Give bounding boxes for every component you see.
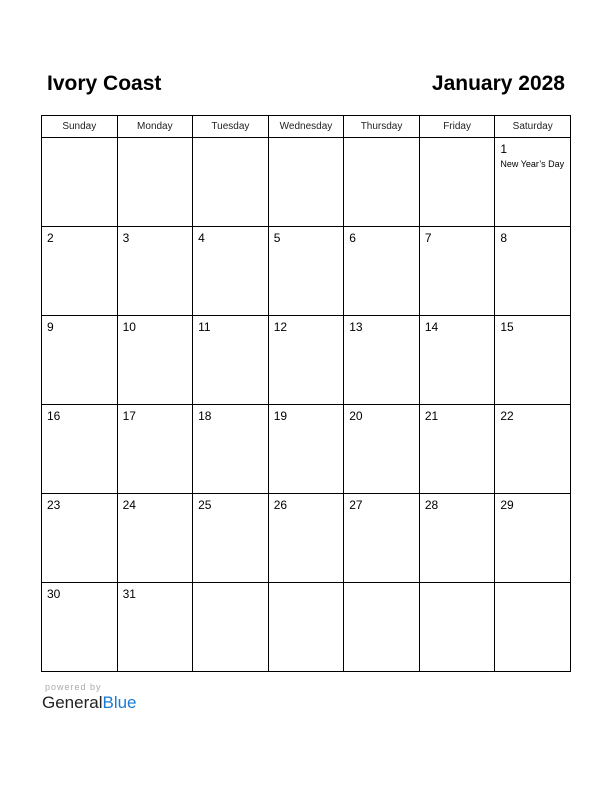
day-number: 8: [500, 231, 508, 245]
day-cell: [268, 138, 344, 227]
day-cell: [495, 138, 571, 227]
week-row-3: [42, 316, 571, 405]
day-number: 2: [47, 231, 54, 245]
day-cell: [193, 583, 269, 672]
day-cell: [419, 227, 495, 316]
day-number: 15: [500, 320, 514, 334]
day-cell: [193, 494, 269, 583]
weekday-wednesday: Wednesday: [268, 116, 344, 138]
powered-by-text: powered by: [45, 682, 102, 692]
day-number: 14: [424, 320, 439, 334]
calendar-grid: [41, 115, 571, 672]
day-cell: [268, 583, 344, 672]
day-number: 9: [47, 320, 54, 334]
day-cell: [193, 227, 269, 316]
day-number: [344, 138, 419, 142]
day-number: [420, 583, 495, 587]
day-cell: [193, 138, 269, 227]
day-cell: [344, 227, 420, 316]
day-number: 12: [273, 320, 288, 334]
day-number: [495, 583, 570, 587]
day-cell: [268, 405, 344, 494]
brand-blue-text: Blue: [102, 693, 137, 712]
day-cell: [117, 405, 193, 494]
day-cell: [495, 405, 571, 494]
day-cell: [268, 494, 344, 583]
day-number: [42, 138, 117, 142]
day-cell: [419, 405, 495, 494]
weekday-monday: Monday: [117, 116, 193, 138]
weekday-friday: Friday: [419, 116, 495, 138]
day-cell: [344, 316, 420, 405]
day-number: 31: [122, 587, 136, 601]
day-number: [344, 583, 419, 587]
day-cell: [419, 138, 495, 227]
day-cell: [42, 138, 118, 227]
day-number: 6: [349, 231, 356, 245]
day-number: 29: [500, 498, 514, 512]
day-cell: [419, 583, 495, 672]
weekday-sunday: Sunday: [42, 116, 118, 138]
day-number: 30: [47, 587, 61, 601]
day-number: 25: [198, 498, 212, 512]
day-number: [193, 583, 268, 587]
month-year-title: January 2028: [431, 72, 565, 95]
day-cell: [117, 316, 193, 405]
holiday-label: New Year’s Day: [500, 159, 565, 169]
day-cell: [495, 227, 571, 316]
week-row-5: [42, 494, 571, 583]
day-cell: [117, 227, 193, 316]
week-row-6: [42, 583, 571, 672]
day-number: [269, 583, 344, 587]
day-cell: [495, 583, 571, 672]
day-cell: [117, 138, 193, 227]
day-cell: [42, 405, 118, 494]
day-number: 10: [122, 320, 136, 334]
day-cell: [495, 316, 571, 405]
day-cell: [344, 405, 420, 494]
day-number: [420, 138, 495, 142]
day-number: 5: [273, 231, 281, 245]
week-row-4: [42, 405, 571, 494]
day-number: 26: [273, 498, 288, 512]
day-cell: [419, 494, 495, 583]
day-cell: [344, 494, 420, 583]
day-cell: [193, 405, 269, 494]
day-number: 22: [500, 409, 514, 423]
week-row-1: [42, 138, 571, 227]
day-number: [269, 138, 344, 142]
day-number: 19: [273, 409, 288, 423]
weekday-saturday: Saturday: [495, 116, 571, 138]
day-number: 24: [122, 498, 136, 512]
day-cell: [42, 494, 118, 583]
day-cell: [117, 583, 193, 672]
day-number: 23: [47, 498, 61, 512]
day-cell: [42, 583, 118, 672]
weekday-tuesday: Tuesday: [193, 116, 269, 138]
generalblue-logo[interactable]: [42, 693, 137, 713]
day-number: 11: [198, 320, 211, 334]
day-cell: [419, 316, 495, 405]
day-number: [118, 138, 193, 142]
day-number: 16: [47, 409, 61, 423]
day-cell: [42, 316, 118, 405]
day-number: 4: [198, 231, 205, 245]
weekday-thursday: Thursday: [344, 116, 420, 138]
day-number: 7: [424, 231, 432, 245]
day-cell: [495, 494, 571, 583]
day-cell: [268, 316, 344, 405]
day-number: 1: [500, 142, 508, 156]
day-number: 21: [424, 409, 439, 423]
day-number: 18: [198, 409, 212, 423]
day-cell: [193, 316, 269, 405]
day-cell: [117, 494, 193, 583]
day-number: [193, 138, 268, 142]
day-cell: [344, 583, 420, 672]
day-number: 3: [122, 231, 130, 245]
weekday-header-row: [42, 116, 571, 138]
day-number: 20: [349, 409, 363, 423]
day-number: 27: [349, 498, 363, 512]
day-cell: [42, 227, 118, 316]
country-title: Ivory Coast: [47, 72, 162, 95]
day-cell: [344, 138, 420, 227]
day-number: 13: [349, 320, 363, 334]
day-cell: [268, 227, 344, 316]
day-number: 28: [424, 498, 439, 512]
week-row-2: [42, 227, 571, 316]
brand-general-text: General: [42, 693, 103, 712]
day-number: 17: [122, 409, 136, 423]
